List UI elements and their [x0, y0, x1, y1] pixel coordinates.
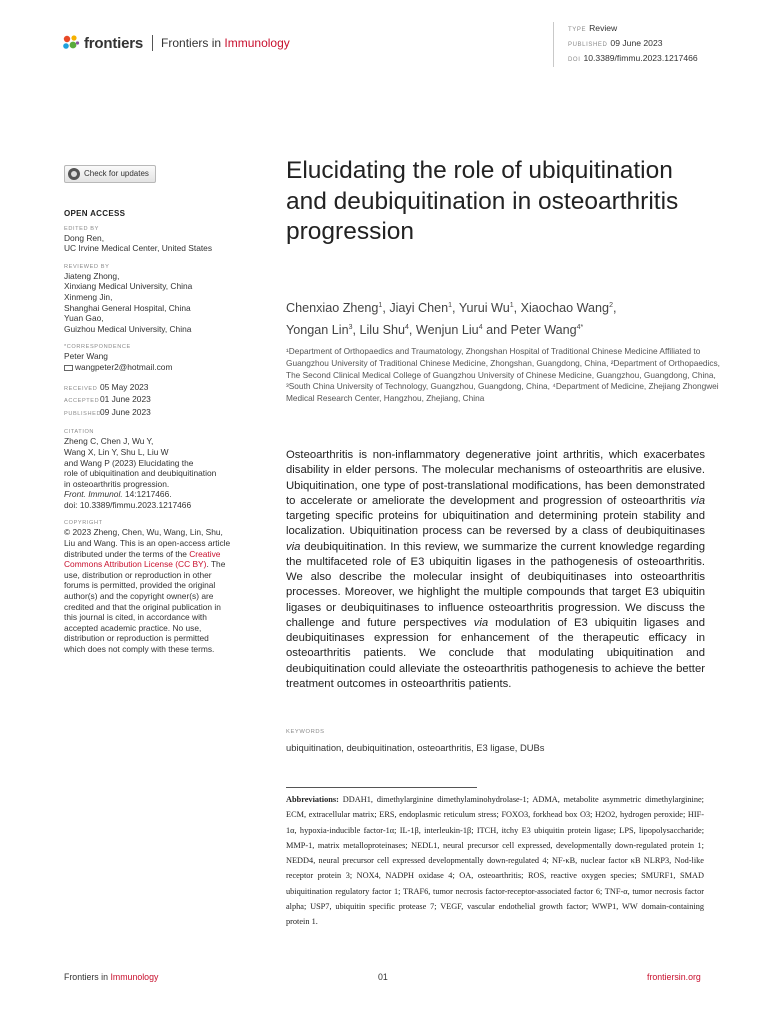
author-separator: ,: [513, 301, 521, 316]
citation-doi[interactable]: doi: 10.3389/fimmu.2023.1217466: [64, 499, 192, 510]
journal-brand: [62, 33, 290, 53]
author-list: [286, 296, 726, 340]
reviewed-by-label: REVIEWED BY: [64, 263, 110, 270]
author-separator: ,: [408, 323, 416, 338]
author[interactable]: Yurui Wu: [458, 301, 510, 316]
author[interactable]: Chenxiao Zheng: [286, 301, 379, 316]
author-affiliation-mark: 4*: [576, 324, 584, 332]
citation-line: role of ubiquitination and deubiquitination: [64, 468, 217, 479]
copyright-line: accepted academic practice. No use,: [64, 622, 202, 633]
citation-volume: 14:1217466.: [122, 489, 172, 500]
correspondence-label: *CORRESPONDENCE: [64, 344, 131, 351]
footer-journal-name: Immunology: [110, 972, 159, 982]
reviewer-line: Yuan Gao,: [64, 313, 104, 324]
citation-journal: Front. Immunol.: [64, 489, 123, 500]
author-separator: ,: [382, 301, 390, 316]
mail-icon: [64, 365, 73, 371]
citation-label: CITATION: [64, 429, 95, 436]
journal-prefix: Frontiers in: [161, 36, 222, 50]
citation-line: Zheng C, Chen J, Wu Y,: [64, 436, 154, 447]
accepted-label: ACCEPTED: [64, 398, 100, 405]
reviewer-line: Guizhou Medical University, China: [64, 323, 192, 334]
citation-journal-line: [64, 489, 240, 500]
reviewer-line: Xinmeng Jin,: [64, 291, 113, 302]
author[interactable]: Peter Wang: [510, 323, 577, 338]
copyright-label: COPYRIGHT: [64, 520, 103, 527]
page-number: 01: [378, 972, 388, 982]
copyright-text: . The: [206, 559, 226, 570]
open-access-label: OPEN ACCESS: [64, 209, 126, 218]
author-affiliation-mark: 4: [405, 324, 409, 332]
meta-type-value: Review: [589, 23, 618, 33]
dates-block: [64, 382, 240, 420]
copyright-line: author(s) and the copyright owner(s) are: [64, 591, 214, 602]
copyright-line: © 2023 Zheng, Chen, Wu, Wang, Lin, Shu,: [64, 527, 223, 538]
abstract-text: targeting specific proteins for ubiquitination and determining protein stability and localization. Ubiquitination process can be reversed by a class of deubiquitinases: [286, 510, 705, 538]
abstract-italic: via: [690, 494, 705, 507]
license-link-part-1[interactable]: Creative: [189, 548, 221, 559]
author[interactable]: Lilu Shu: [359, 323, 405, 338]
keywords: ubiquitination, deubiquitination, osteoarthritis, E3 ligase, DUBs: [286, 742, 545, 753]
received-label: RECEIVED: [64, 385, 98, 392]
copyright-line: distribution or reproduction is permitted: [64, 633, 209, 644]
check-updates-label: Check for updates: [84, 168, 149, 178]
footer-journal[interactable]: [64, 972, 158, 982]
frontiers-logo-icon: [62, 34, 80, 52]
abbreviations-divider: [286, 787, 477, 788]
copyright-line: this journal is cited, in accordance with: [64, 612, 207, 623]
citation-line: and Wang P (2023) Elucidating the: [64, 457, 194, 468]
author[interactable]: Jiayi Chen: [389, 301, 449, 316]
author-affiliation-mark: 2: [609, 302, 613, 309]
editor-line: Dong Ren,: [64, 232, 105, 243]
published-row: [64, 407, 240, 420]
footer-site-link[interactable]: frontiersin.org: [647, 972, 701, 982]
published-label: PUBLISHED: [64, 410, 102, 417]
abbreviations: [286, 792, 704, 930]
author-separator: ,: [612, 301, 617, 316]
published-date: 09 June 2023: [100, 406, 151, 417]
author[interactable]: Xiaochao Wang: [520, 301, 610, 316]
reviewer-line: Jiateng Zhong,: [64, 270, 120, 281]
meta-type: [568, 22, 698, 37]
abbreviations-label: Abbreviations:: [286, 795, 339, 804]
meta-published-value: 09 June 2023: [610, 38, 663, 48]
citation-line: Wang X, Lin Y, Shu L, Liu W: [64, 446, 169, 457]
copyright-line: [64, 559, 240, 570]
copyright-line: credited and that the original publication in: [64, 601, 221, 612]
abstract-italic: via: [286, 540, 301, 553]
abstract-text: Osteoarthritis is non-inflammatory degenerative joint arthritis, which exacerbates disability in elder persons. The molecular mechanisms of osteoarthritis are elusive. Ubiquitination, one type of post-translational modifications, has been demonstrated to accelerate or ameliorate the development and progression of osteoarthritis: [286, 449, 705, 507]
footer-journal-prefix: Frontiers in: [64, 972, 108, 982]
copyright-text: distributed under the terms of the: [64, 548, 190, 559]
brand-name: frontiers: [84, 34, 144, 52]
meta-doi: [568, 52, 698, 67]
correspondence-email-row: [64, 362, 240, 373]
author-affiliation-mark: 1: [378, 302, 383, 309]
copyright-line: [64, 549, 240, 560]
edited-by-label: EDITED BY: [64, 225, 99, 232]
meta-doi-label: DOI: [568, 57, 581, 63]
accepted-row: [64, 394, 240, 407]
keywords-label: KEYWORDS: [286, 729, 325, 735]
author-affiliation-mark: 1: [509, 302, 514, 309]
brand-divider: [152, 35, 153, 51]
article-title: Elucidating the role of ubiquitination and deubiquitination in osteoarthritis progression: [286, 157, 679, 245]
meta-type-label: TYPE: [568, 27, 587, 33]
author-separator: and: [482, 323, 511, 338]
author-affiliation-mark: 4: [478, 324, 483, 332]
license-link-part-2[interactable]: Commons Attribution License (CC BY): [64, 559, 207, 570]
citation-line: in osteoarthritis progression.: [64, 478, 170, 489]
article-sidebar: [64, 165, 240, 655]
journal-title: [161, 36, 290, 50]
journal-name: Immunology: [224, 36, 290, 50]
copyright-line: which does not comply with these terms.: [64, 644, 215, 654]
accepted-date: 01 June 2023: [100, 394, 151, 405]
author-separator: ,: [452, 301, 459, 316]
abstract: [286, 448, 705, 692]
correspondence-name: Peter Wang: [64, 351, 108, 362]
article-meta: [553, 22, 698, 67]
abstract-text: deubiquitination. In this review, we summarize the current knowledge regarding the multifaceted role of E3 ubiquitin ligases in the pathogenesis of osteoarthritis. We also describe the molecular insight of deubiquitinases into osteoarthritis processes. Moreover, we highlight the multiple compounds that target E3 ubiquitin ligases or deubiquitinases to influence osteoarthritis progression. We discuss the challenge and future perspectives: [286, 540, 705, 629]
meta-published: [568, 37, 698, 52]
reviewer-line: Xinxiang Medical University, China: [64, 281, 193, 292]
check-updates-button[interactable]: [64, 165, 156, 183]
check-updates-icon: [68, 168, 80, 180]
abbreviations-text: DDAH1, dimethylarginine dimethylaminohydrolase-1; ADMA, metabolite asymmetric dimethylarginine; ECM, extracellular matrix; ERS, endoplasmic reticulum stress; FOXO3, forkhead box O3; H2O2, hydrogen peroxide; HIF-1α, hypoxia-inducible factor-1α; IL-1β, interleukin-1β; ITCH, itchy E3 ubiquitin protein ligase; LPS, lipopolysaccharide; MMP-1, matrix metalloproteinases; NEDL1, neural precursor cell expressed, developmentally down-regulated protein 1; NEDD4, neural precursor cell expressed developmentally down-regulated 4; NF-κB, nuclear factor κB NLRP3, Nod-like receptor protein 3; NOX4, NADPH oxidase 4; OA, osteoarthritis; ROS, reactive oxygen species; SMURF1, SMAD ubiquitination regulatory factor 1; TRAF6, tumor necrosis factor-receptor-associated factor 6; TNF-α, tumor necrosis factor alpha; USP7, ubiquitin specific protease 7; VEGF, vascular endothelial growth factor; WWP1, WW domain-containing protein 1.: [286, 795, 704, 927]
editor-line: UC Irvine Medical Center, United States: [64, 243, 213, 254]
received-date: 05 May 2023: [100, 381, 149, 392]
author-affiliation-mark: 1: [448, 302, 453, 309]
meta-doi-value[interactable]: 10.3389/fimmu.2023.1217466: [583, 53, 698, 63]
copyright-line: use, distribution or reproduction in other: [64, 569, 212, 580]
author[interactable]: Yongan Lin: [286, 323, 349, 338]
received-row: [64, 382, 240, 395]
author-separator: ,: [352, 323, 360, 338]
meta-published-label: PUBLISHED: [568, 42, 608, 48]
affiliations: ¹Department of Orthopaedics and Traumatology, Zhongshan Hospital of Traditional Chinese Medicine Affiliated to Guangzhou University of Traditional Chinese Medicine, Zhongshan, Guangdong, China, ²Department of Orthopaedics, The Second Clinical Medical College of Guangzhou University of Chinese Medicine, Guangzhou, Guangdong, China, ³South China University of Technology, Guangzhou, Guangdong, China, ⁴Department of Medicine, Zhejiang Zhongwei Medical Research Center, Hangzhou, Zhejiang, China: [286, 346, 720, 404]
author-affiliation-mark: 3: [348, 324, 353, 332]
copyright-line: forums is permitted, provided the original: [64, 580, 216, 591]
copyright-line: Liu and Wang. This is an open-access article: [64, 538, 231, 549]
author[interactable]: Wenjun Liu: [415, 323, 479, 338]
correspondence-email[interactable]: wangpeter2@hotmail.com: [75, 361, 173, 372]
reviewer-line: Shanghai General Hospital, China: [64, 302, 191, 313]
abstract-italic: via: [473, 616, 489, 629]
abstract-text: modulation of E3 ubiquitin ligases and deubiquitinases expression for enhancement of the therapeutic efficacy in osteoarthritis patients. We conclude that modulating ubiquitination and deubiquitination could alleviate the osteoarthritis pathogenesis to achieve the better treatment outcomes in osteoarthritis patients.: [286, 616, 705, 690]
